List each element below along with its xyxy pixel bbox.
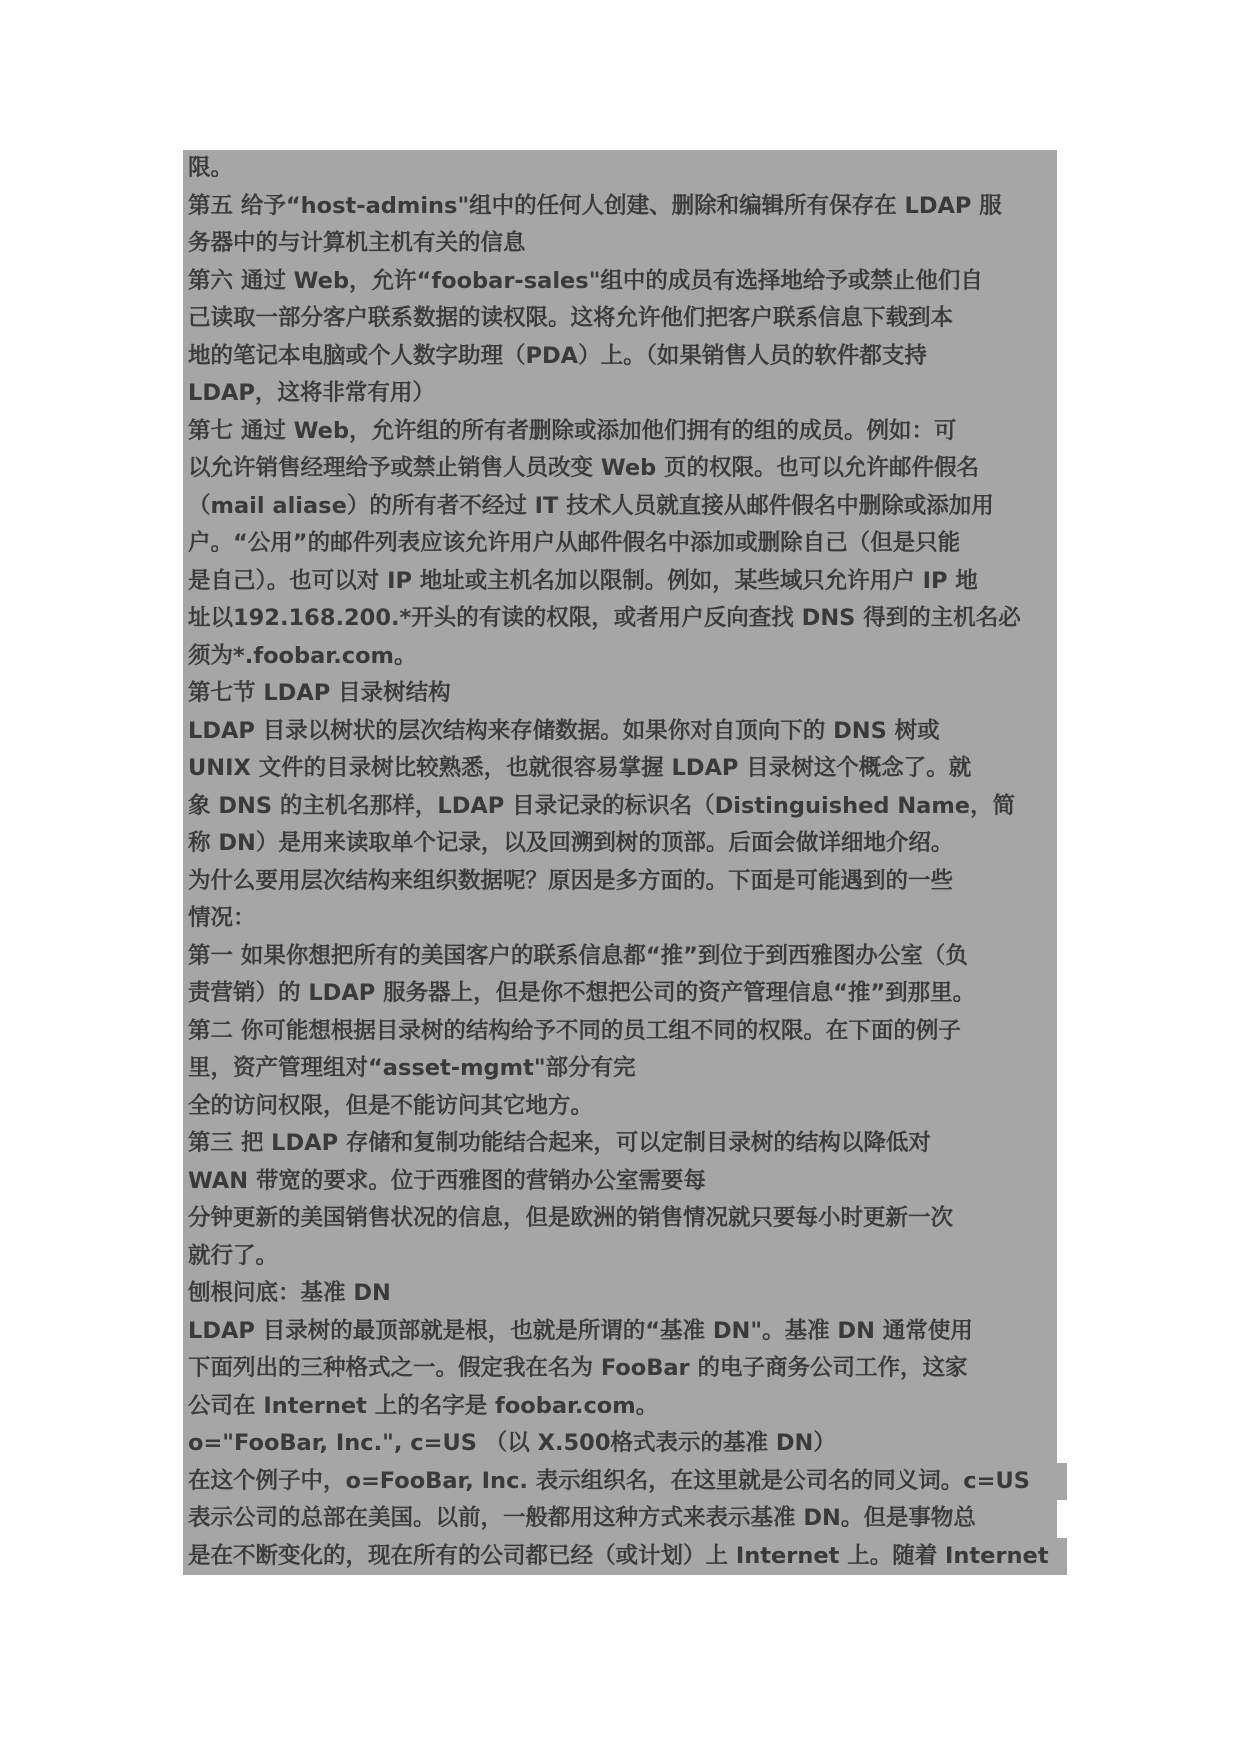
text-line: 第五 给予“host-admins"组中的任何人创建、删除和编辑所有保存在 LDAP 服 [188,192,1002,219]
text-line: 以允许销售经理给予或禁止销售人员改变 Web 页的权限。也可以允许邮件假名 [188,455,980,481]
text-line: 象 DNS 的主机名那样，LDAP 目录记录的标识名（Distinguished Name，简 [188,792,1016,819]
text-line: 情况： [188,905,256,931]
text-line: 全的访问权限，但是不能访问其它地方。 [188,1092,594,1119]
text-line: 称 DN）是用来读取单个记录，以及回溯到树的顶部。后面会做详细地介绍。 [188,830,954,856]
text-line: 责营销）的 LDAP 服务器上，但是你不想把公司的资产管理信息“推”到那里。 [188,980,976,1006]
text-line: 地的笔记本电脑或个人数字助理（PDA）上。（如果销售人员的软件都支持 [188,342,927,369]
section-heading: 刨根问底：基准 DN [188,1280,391,1306]
text-line: 第一 如果你想把所有的美国客户的联系信息都“推”到位于到西雅图办公室（负 [188,942,968,969]
text-line: （mail aliase）的所有者不经过 IT 技术人员就直接从邮件假名中删除或添加用 [188,492,994,519]
text-line: WAN 带宽的要求。位于西雅图的营销办公室需要每 [188,1167,706,1194]
text-line: 就行了。 [188,1242,279,1269]
text-line: 限。 [188,155,234,181]
text-line: 第二 你可能想根据目录树的结构给予不同的员工组不同的权限。在下面的例子 [188,1017,961,1044]
text-line: 己读取一部分客户联系数据的读权限。这将允许他们把客户联系信息下载到本 [188,305,954,331]
text-line: 务器中的与计算机主机有关的信息 [188,230,526,256]
text-line: LDAP，这将非常有用） [188,380,435,406]
text-line: 表示公司的总部在美国。以前，一般都用这种方式来表示基准 DN。但是事物总 [188,1505,976,1531]
text-line: LDAP 目录树的最顶部就是根，也就是所谓的“基准 DN"。基准 DN 通常使用 [188,1317,973,1344]
text-line: 是在不断变化的，现在所有的公司都已经（或计划）上 Internet 上。随着 Internet [183,1538,1067,1576]
text-line: LDAP 目录以树状的层次结构来存储数据。如果你对自顶向下的 DNS 树或 [188,717,940,744]
text-line: o="FooBar, Inc.", c=US （以 X.500格式表示的基准 DN） [188,1430,836,1456]
text-line: 在这个例子中，o=FooBar, Inc. 表示组织名，在这里就是公司名的同义词。c=US [183,1463,1067,1501]
highlighted-text-block [183,150,1057,1575]
text-line: 为什么要用层次结构来组织数据呢？原因是多方面的。下面是可能遇到的一些 [188,867,954,894]
text-line: 址以192.168.200.*开头的有读的权限，或者用户反向查找 DNS 得到的主机名必 [188,605,1021,631]
text-line: 第六 通过 Web，允许“foobar-sales"组中的成员有选择地给予或禁止他们自 [188,267,983,294]
text-line: 分钟更新的美国销售状况的信息，但是欧洲的销售情况就只要每小时更新一次 [188,1205,954,1231]
text-line: 第七 通过 Web，允许组的所有者删除或添加他们拥有的组的成员。例如：可 [188,417,957,444]
text-line: 是自己）。也可以对 IP 地址或主机名加以限制。例如，某些域只允许用户 IP 地 [188,567,978,594]
text-line: 下面列出的三种格式之一。假定我在名为 FooBar 的电子商务公司工作，这家 [188,1355,968,1381]
text-line: 里，资产管理组对“asset-mgmt"部分有完 [188,1055,636,1081]
text-line: UNIX 文件的目录树比较熟悉，也就很容易掌握 LDAP 目录树这个概念了。就 [188,755,972,781]
text-line: 第三 把 LDAP 存储和复制功能结合起来，可以定制目录树的结构以降低对 [188,1130,931,1156]
section-heading: 第七节 LDAP 目录树结构 [188,680,451,706]
text-line: 公司在 Internet 上的名字是 foobar.com。 [188,1392,659,1419]
text-line: 须为*.foobar.com。 [188,642,417,669]
text-line: 户。“公用”的邮件列表应该允许用户从邮件假名中添加或删除自己（但是只能 [188,530,961,556]
